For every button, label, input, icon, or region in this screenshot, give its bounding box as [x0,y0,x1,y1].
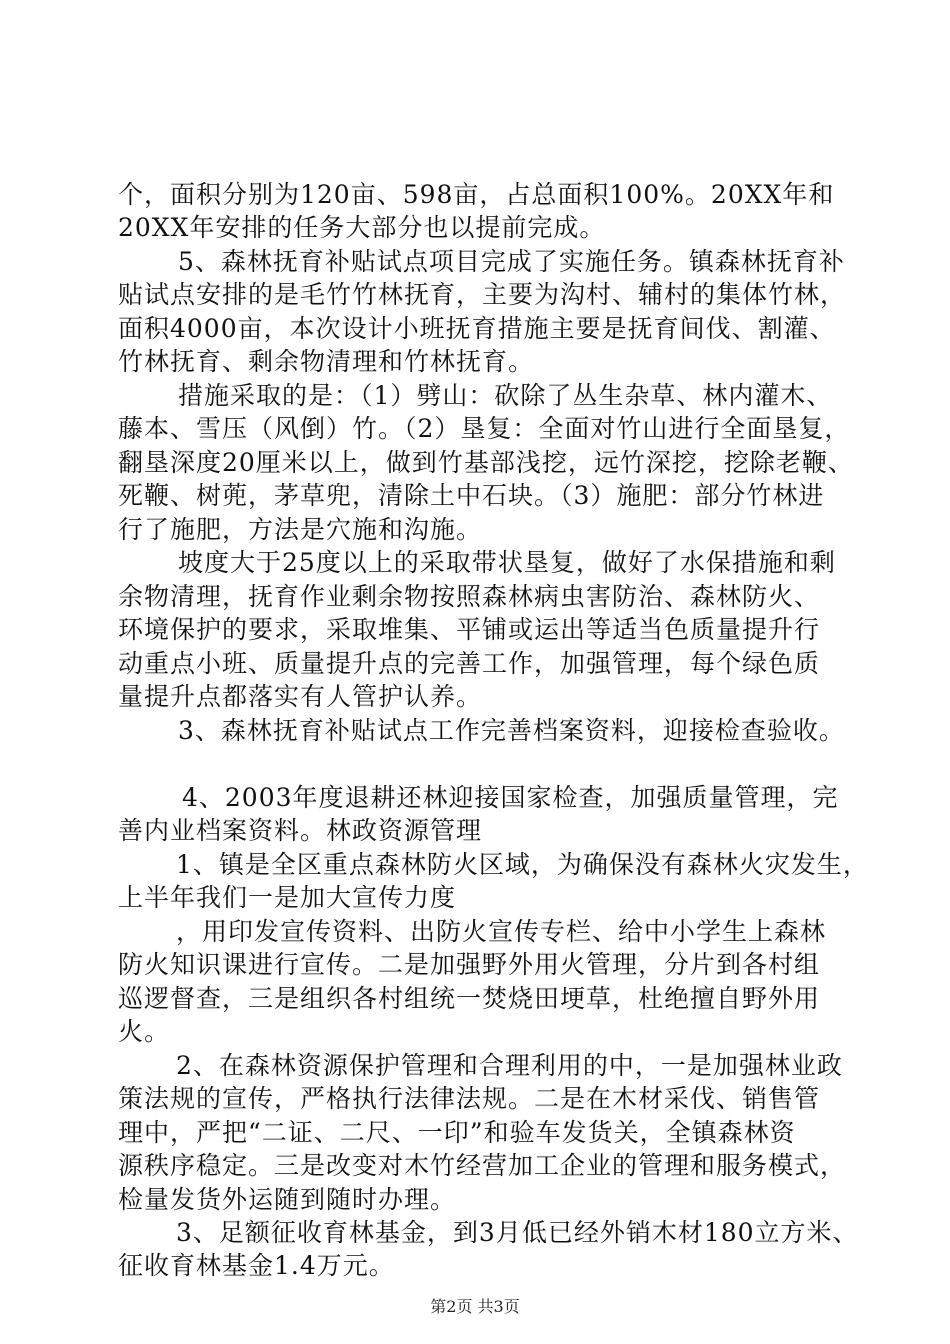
paragraph-start: ，用印发宣传资料、出防火宣传专栏、给中小学生上森林 [176,917,827,946]
text-line: 藤本、雪压（风倒）竹。（2）垦复：全面对竹山进行全面垦复， [118,414,851,443]
text-line: 竹林抚育、剩余物清理和竹林抚育。 [118,347,535,376]
paragraph-start: 5、森林抚育补贴试点项目完成了实施任务。镇森林抚育补 [178,247,845,276]
text-line: 余物清理，抚育作业剩余物按照森林病虫害防治、森林防火、 [118,582,821,611]
text-line: 源秩序稳定。三是改变对木竹经营加工企业的管理和服务模式， [118,1151,847,1180]
paragraph-start: 坡度大于25度以上的采取带状垦复，做好了水保措施和剩 [178,548,836,577]
text-line: 火。 [118,1017,171,1046]
text-line: 面积4000亩，本次设计小班抚育措施主要是抚育间伐、割灌、 [118,314,836,343]
paragraph-start: 措施采取的是：（1）劈山：砍除了丛生杂草、林内灌木、 [178,381,833,410]
text-line: 征收育林基金1.4万元。 [118,1251,395,1280]
paragraph-start: 4、2003年度退耕还林迎接国家检查，加强质量管理，完 [182,783,839,812]
text-line: 检量发货外运随到随时办理。 [118,1185,457,1214]
text-line: 环境保护的要求，采取堆集、平铺或运出等适当色质量提升行 [118,615,821,644]
text-line: 翻垦深度20厘米以上，做到竹基部浅挖，远竹深挖，挖除老鞭、 [118,448,854,477]
page-footer: 第2页 共3页 [430,1297,520,1316]
paragraph-start: 2、在森林资源保护管理和合理利用的中，一是加强林业政 [176,1051,843,1080]
text-line: 20XX年安排的任务大部分也以提前完成。 [118,213,606,242]
text-line: 善内业档案资料。林政资源管理 [118,816,483,845]
text-line: 巡逻督查，三是组织各村组统一焚烧田埂草，杜绝擅自野外用 [118,984,821,1013]
text-line: 理中，严把“二证、二尺、一印”和验车发货关，全镇森林资 [118,1118,796,1147]
paragraph-start: 1、镇是全区重点森林防火区域，为确保没有森林火灾发生， [176,850,869,879]
paragraph-start: 3、森林抚育补贴试点工作完善档案资料，迎接检查验收。 [178,716,845,745]
text-line: 量提升点都落实有人管护认养。 [118,682,483,711]
text-line: 贴试点安排的是毛竹竹林抚育，主要为沟村、辅村的集体竹林， [118,280,847,309]
text-line: 死鞭、树蔸，茅草兜，清除土中石块。（3）施肥：部分竹林进 [118,481,825,510]
text-line: 策法规的宣传，严格执行法律法规。二是在木材采伐、销售管 [118,1084,821,1113]
text-line: 行了施肥，方法是穴施和沟施。 [118,515,483,544]
paragraph-start: 3、足额征收育林基金，到3月低已经外销木材180立方米、 [176,1218,859,1247]
text-line: 个，面积分别为120亩、598亩，占总面积100%。20XX年和 [118,180,835,209]
text-line: 防火知识课进行宣传。二是加强野外用火管理，分片到各村组 [118,950,821,979]
text-line: 上半年我们一是加大宣传力度 [118,883,457,912]
text-line: 动重点小班、质量提升点的完善工作，加强管理，每个绿色质 [118,649,821,678]
